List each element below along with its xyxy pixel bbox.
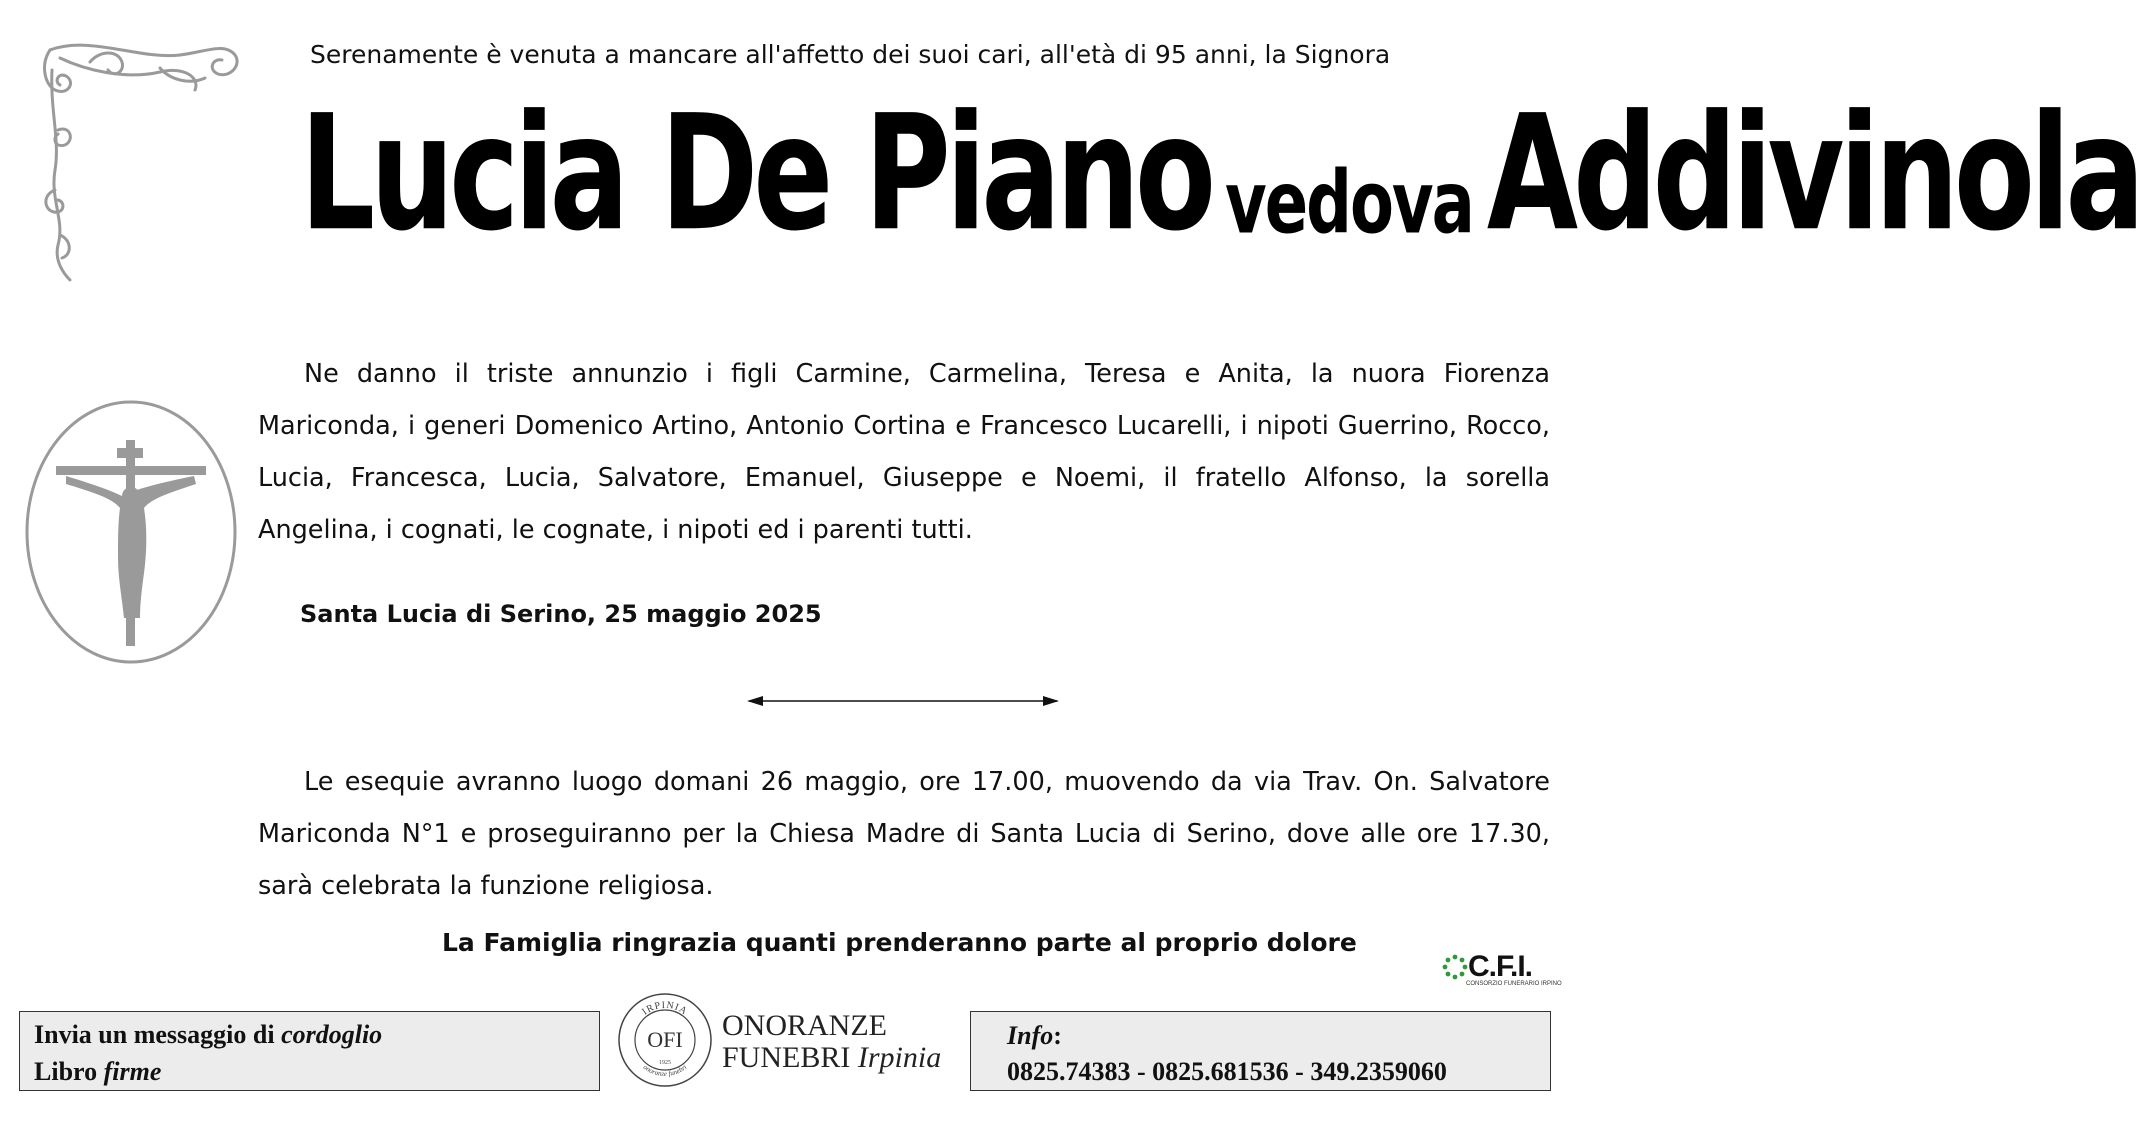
intro-text: Serenamente è venuta a mancare all'affetto dei suoi cari, all'età di 95 anni, la Signora xyxy=(310,40,1391,69)
announcement-paragraph xyxy=(258,348,1550,556)
place-date: Santa Lucia di Serino, 25 maggio 2025 xyxy=(300,600,822,628)
info-label xyxy=(1007,1018,1514,1054)
cfi-logo-icon xyxy=(1442,950,1562,987)
info-colon: : xyxy=(1053,1021,1062,1050)
funeral-text: Le esequie avranno luogo domani 26 maggio, ore 17.00, muovendo da via Trav. On. Salvatore Mariconda N°1 e proseguiranno per la Chiesa Madre di Santa Lucia di Serino, dove alle ore 17.30, sarà celebrata la funzione religiosa. xyxy=(258,767,1550,901)
crucifix-icon xyxy=(22,398,240,666)
info-label-text: Info xyxy=(1007,1021,1054,1050)
book-italic: firme xyxy=(103,1057,162,1086)
guestbook-link[interactable] xyxy=(34,1053,585,1090)
double-arrow-icon xyxy=(745,690,1061,712)
deceased-first-name: Lucia De Piano xyxy=(300,79,1211,266)
deceased-name xyxy=(300,79,2140,308)
brand-name xyxy=(722,1010,941,1074)
info-box xyxy=(970,1011,1551,1091)
cfi-logo-text: C.F.I. xyxy=(1468,950,1533,983)
brand-line1: ONORANZE xyxy=(722,1009,887,1042)
funeral-paragraph xyxy=(258,756,1550,912)
brand-line2-prefix: FUNEBRI xyxy=(722,1041,858,1074)
svg-text:IRPINIA: IRPINIA xyxy=(640,999,690,1018)
brand-line2-italic: Irpinia xyxy=(857,1041,942,1074)
svg-text:onoranze funebri: onoranze funebri xyxy=(641,1063,689,1079)
book-prefix: Libro xyxy=(34,1057,104,1086)
condolence-italic: cordoglio xyxy=(281,1020,383,1049)
cfi-subtitle: CONSORZIO FUNERARIO IRPINO xyxy=(1466,981,1562,987)
deceased-married-name: Addivinola xyxy=(1486,79,2140,266)
brand-line2 xyxy=(722,1042,941,1074)
phone-numbers[interactable]: 0825.74383 - 0825.681536 - 349.2359060 xyxy=(1007,1057,1447,1086)
cfi-dots-icon xyxy=(1442,954,1468,980)
svg-text:OFI: OFI xyxy=(647,1027,683,1052)
condolence-box[interactable] xyxy=(19,1011,600,1091)
thanks-text: La Famiglia ringrazia quanti prenderanno parte al proprio dolore xyxy=(442,928,1357,957)
corner-ornament-icon xyxy=(30,30,245,290)
ofi-seal-icon xyxy=(615,990,715,1090)
deceased-connector: vedova xyxy=(1225,154,1473,254)
condolence-link[interactable] xyxy=(34,1016,585,1053)
condolence-prefix: Invia un messaggio di xyxy=(34,1020,282,1049)
announcement-text: Ne danno il triste annunzio i figli Carmine, Carmelina, Teresa e Anita, la nuora Fiorenza Mariconda, i generi Domenico Artino, Antonio Cortina e Francesco Lucarelli, i nipoti Guerrino, Rocco, Lucia, Francesca, Lucia, Salvatore, Emanuel, Giuseppe e Noemi, il fratello Alfonso, la sorella Angelina, i cognati, le cognate, i nipoti ed i parenti tutti. xyxy=(258,359,1550,545)
svg-text:1925: 1925 xyxy=(659,1060,671,1066)
